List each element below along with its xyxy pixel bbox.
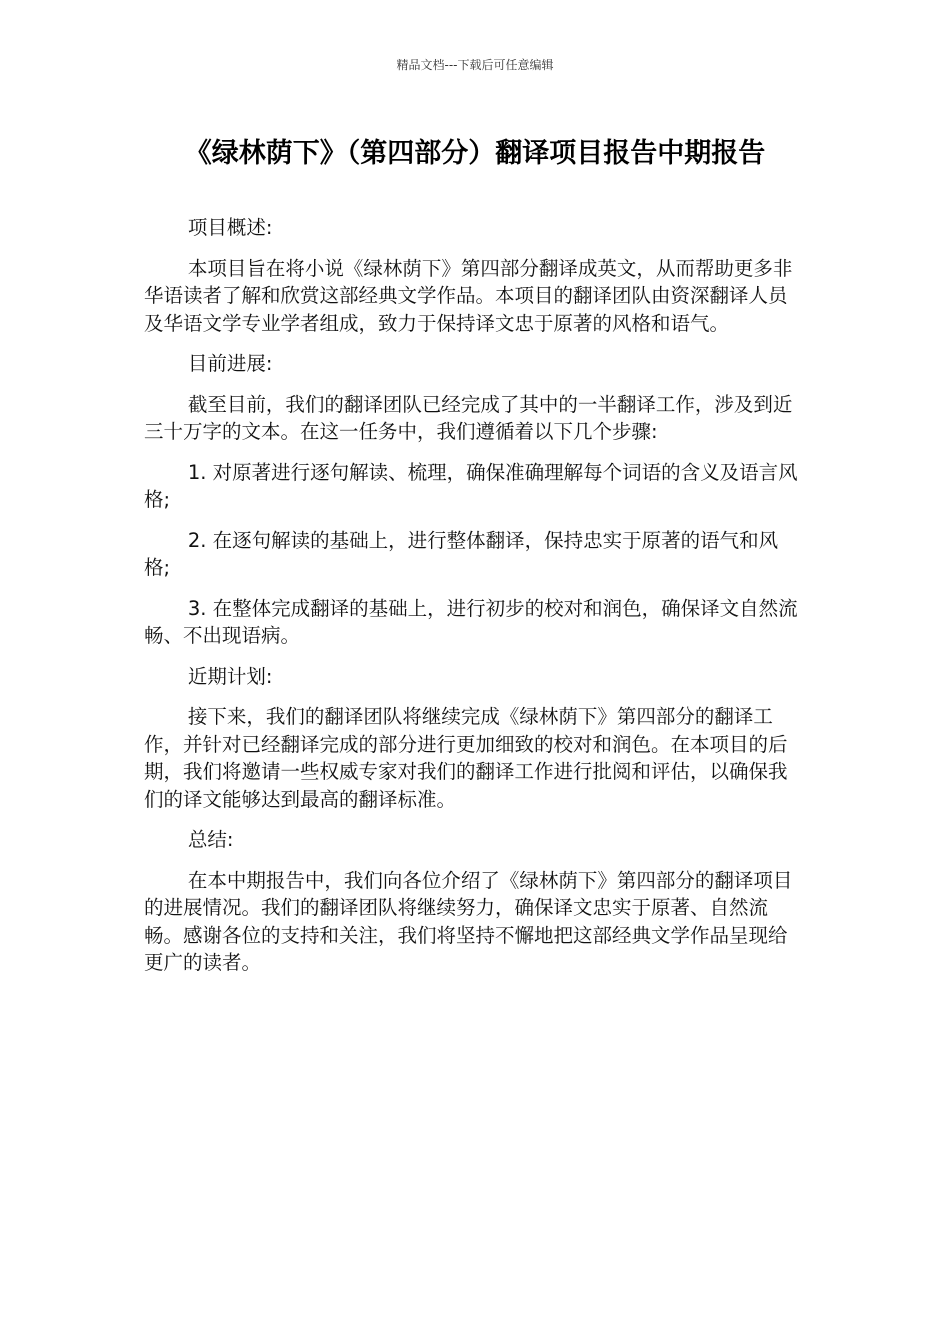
document-title: 《绿林荫下》（第四部分）翻译项目报告中期报告	[184, 138, 766, 169]
header-note: 精品文档---下载后可任意编辑	[396, 58, 554, 72]
overview-heading: 项目概述:	[187, 216, 273, 239]
progress-paragraph: 截至目前，我们的翻译团队已经完成了其中的一半翻译工作，涉及到近三十万字的文本。在这一任务中，我们遵循着以下几个步骤:	[144, 392, 793, 443]
summary-heading: 总结:	[187, 828, 234, 851]
overview-paragraph: 本项目旨在将小说《绿林荫下》第四部分翻译成英文，从而帮助更多非华语读者了解和欣赏这部经典文学作品。本项目的翻译团队由资深翻译人员及华语文学专业学者组成，致力于保持译文忠于原著的风格和语气。	[144, 256, 793, 335]
step-item-3: 3. 在整体完成翻译的基础上，进行初步的校对和润色，确保译文自然流畅、不出现语病。	[144, 596, 798, 647]
document-body	[144, 214, 800, 990]
plan-paragraph: 接下来，我们的翻译团队将继续完成《绿林荫下》第四部分的翻译工作，并针对已经翻译完成的部分进行更加细致的校对和润色。在本项目的后期，我们将邀请一些权威专家对我们的翻译工作进行批阅和评估，以确保我们的译文能够达到最高的翻译标准。	[144, 705, 788, 811]
progress-heading: 目前进展:	[187, 352, 273, 375]
step-item-2: 2. 在逐句解读的基础上，进行整体翻译，保持忠实于原著的语气和风格;	[144, 528, 779, 579]
plan-heading: 近期计划:	[187, 664, 273, 688]
step-item-1: 1. 对原著进行逐句解读、梳理，确保准确理解每个词语的含义及语言风格;	[144, 460, 798, 511]
summary-paragraph: 在本中期报告中，我们向各位介绍了《绿林荫下》第四部分的翻译项目的进展情况。我们的翻译团队将继续努力，确保译文忠实于原著、自然流畅。感谢各位的支持和关注，我们将坚持不懈地把这部经典文学作品呈现给更广的读者。	[144, 868, 793, 974]
